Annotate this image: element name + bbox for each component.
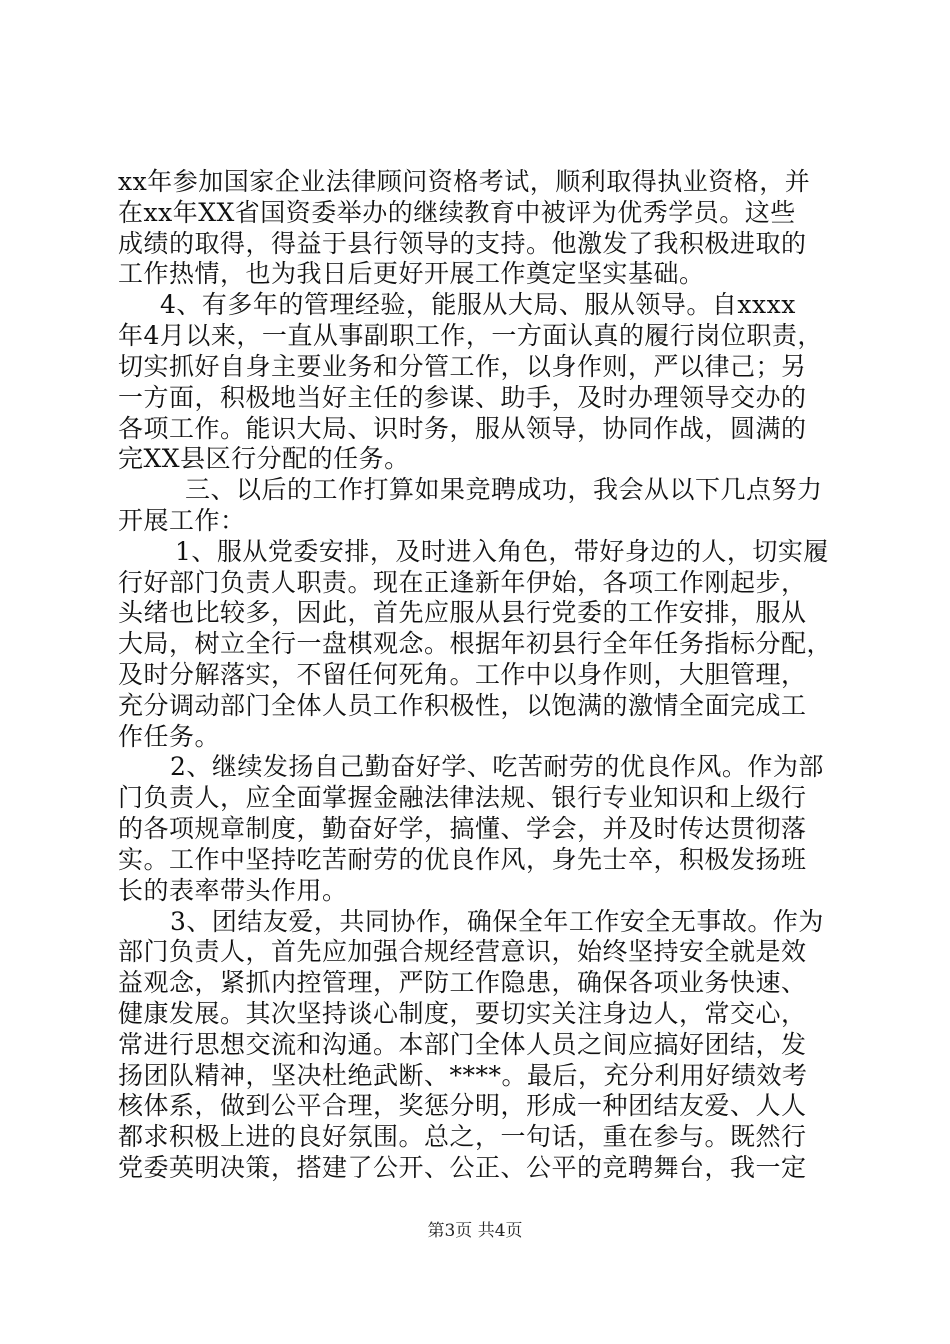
text-line-7: 切实抓好自身主要业务和分管工作，以身作则，严以律己；另	[118, 352, 807, 381]
text-line-22: 的各项规章制度，勤奋好学，搞懂、学会，并及时传达贯彻落	[118, 814, 807, 843]
text-line-2: 在xx年XX省国资委举办的继续教育中被评为优秀学员。这些	[118, 198, 796, 227]
text-line-10: 完XX县区行分配的任务。	[118, 444, 410, 473]
text-line-14: 行好部门负责人职责。现在正逢新年伊始，各项工作刚起步，	[118, 568, 807, 597]
text-line-18: 充分调动部门全体人员工作积极性，以饱满的激情全面完成工	[118, 691, 807, 720]
text-line-21: 门负责人，应全面掌握金融法律法规、银行专业知识和上级行	[118, 783, 807, 812]
text-line-31: 核体系，做到公平合理，奖惩分明，形成一种团结友爱、人人	[118, 1091, 807, 1120]
text-line-32: 都求积极上进的良好氛围。总之，一句话，重在参与。既然行	[118, 1122, 807, 1151]
text-line-30: 扬团队精神，坚决杜绝武断、****。最后，充分利用好绩效考	[118, 1061, 808, 1090]
text-line-29: 常进行思想交流和沟通。本部门全体人员之间应搞好团结，发	[118, 1030, 807, 1059]
text-line-17: 及时分解落实，不留任何死角。工作中以身作则，大胆管理，	[118, 660, 807, 689]
text-line-3: 成绩的取得，得益于县行领导的支持。他激发了我积极进取的	[118, 229, 807, 258]
text-line-6: 年4月以来，一直从事副职工作，一方面认真的履行岗位职责，	[118, 321, 823, 350]
text-line-19: 作任务。	[118, 722, 221, 751]
text-line-24: 长的表率带头作用。	[118, 876, 348, 905]
text-line-26: 部门负责人，首先应加强合规经营意识，始终坚持安全就是效	[118, 937, 807, 966]
text-line-28: 健康发展。其次坚持谈心制度，要切实关注身边人，常交心，	[118, 999, 807, 1028]
text-line-4: 工作热情，也为我日后更好开展工作奠定坚实基础。	[118, 259, 705, 288]
text-line-12: 开展工作：	[118, 506, 246, 535]
text-line-1: xx年参加国家企业法律顾问资格考试，顺利取得执业资格，并	[118, 167, 811, 196]
text-line-8: 一方面，积极地当好主任的参谋、助手，及时办理领导交办的	[118, 383, 807, 412]
text-line-16: 大局，树立全行一盘棋观念。根据年初县行全年任务指标分配，	[118, 629, 833, 658]
text-line-23: 实。工作中坚持吃苦耐劳的优良作风，身先士卒，积极发扬班	[118, 845, 807, 874]
text-line-27: 益观念，紧抓内控管理，严防工作隐患，确保各项业务快速、	[118, 968, 807, 997]
text-line-25: 3、团结友爱，共同协作，确保全年工作安全无事故。作为	[170, 907, 824, 936]
text-line-13: 1、服从党委安排，及时进入角色，带好身边的人，切实履	[175, 537, 829, 566]
text-line-5: 4、有多年的管理经验，能服从大局、服从领导。自xxxx	[160, 290, 796, 319]
text-line-33: 党委英明决策，搭建了公开、公正、公平的竞聘舞台，我一定	[118, 1153, 807, 1182]
page-number-footer: 第3页 共4页	[427, 1221, 523, 1241]
text-line-11: 三、以后的工作打算如果竞聘成功，我会从以下几点努力	[185, 475, 823, 504]
text-line-9: 各项工作。能识大局、识时务，服从领导，协同作战，圆满的	[118, 414, 807, 443]
text-line-20: 2、继续发扬自己勤奋好学、吃苦耐劳的优良作风。作为部	[170, 752, 824, 781]
text-line-15: 头绪也比较多，因此，首先应服从县行党委的工作安排，服从	[118, 598, 807, 627]
